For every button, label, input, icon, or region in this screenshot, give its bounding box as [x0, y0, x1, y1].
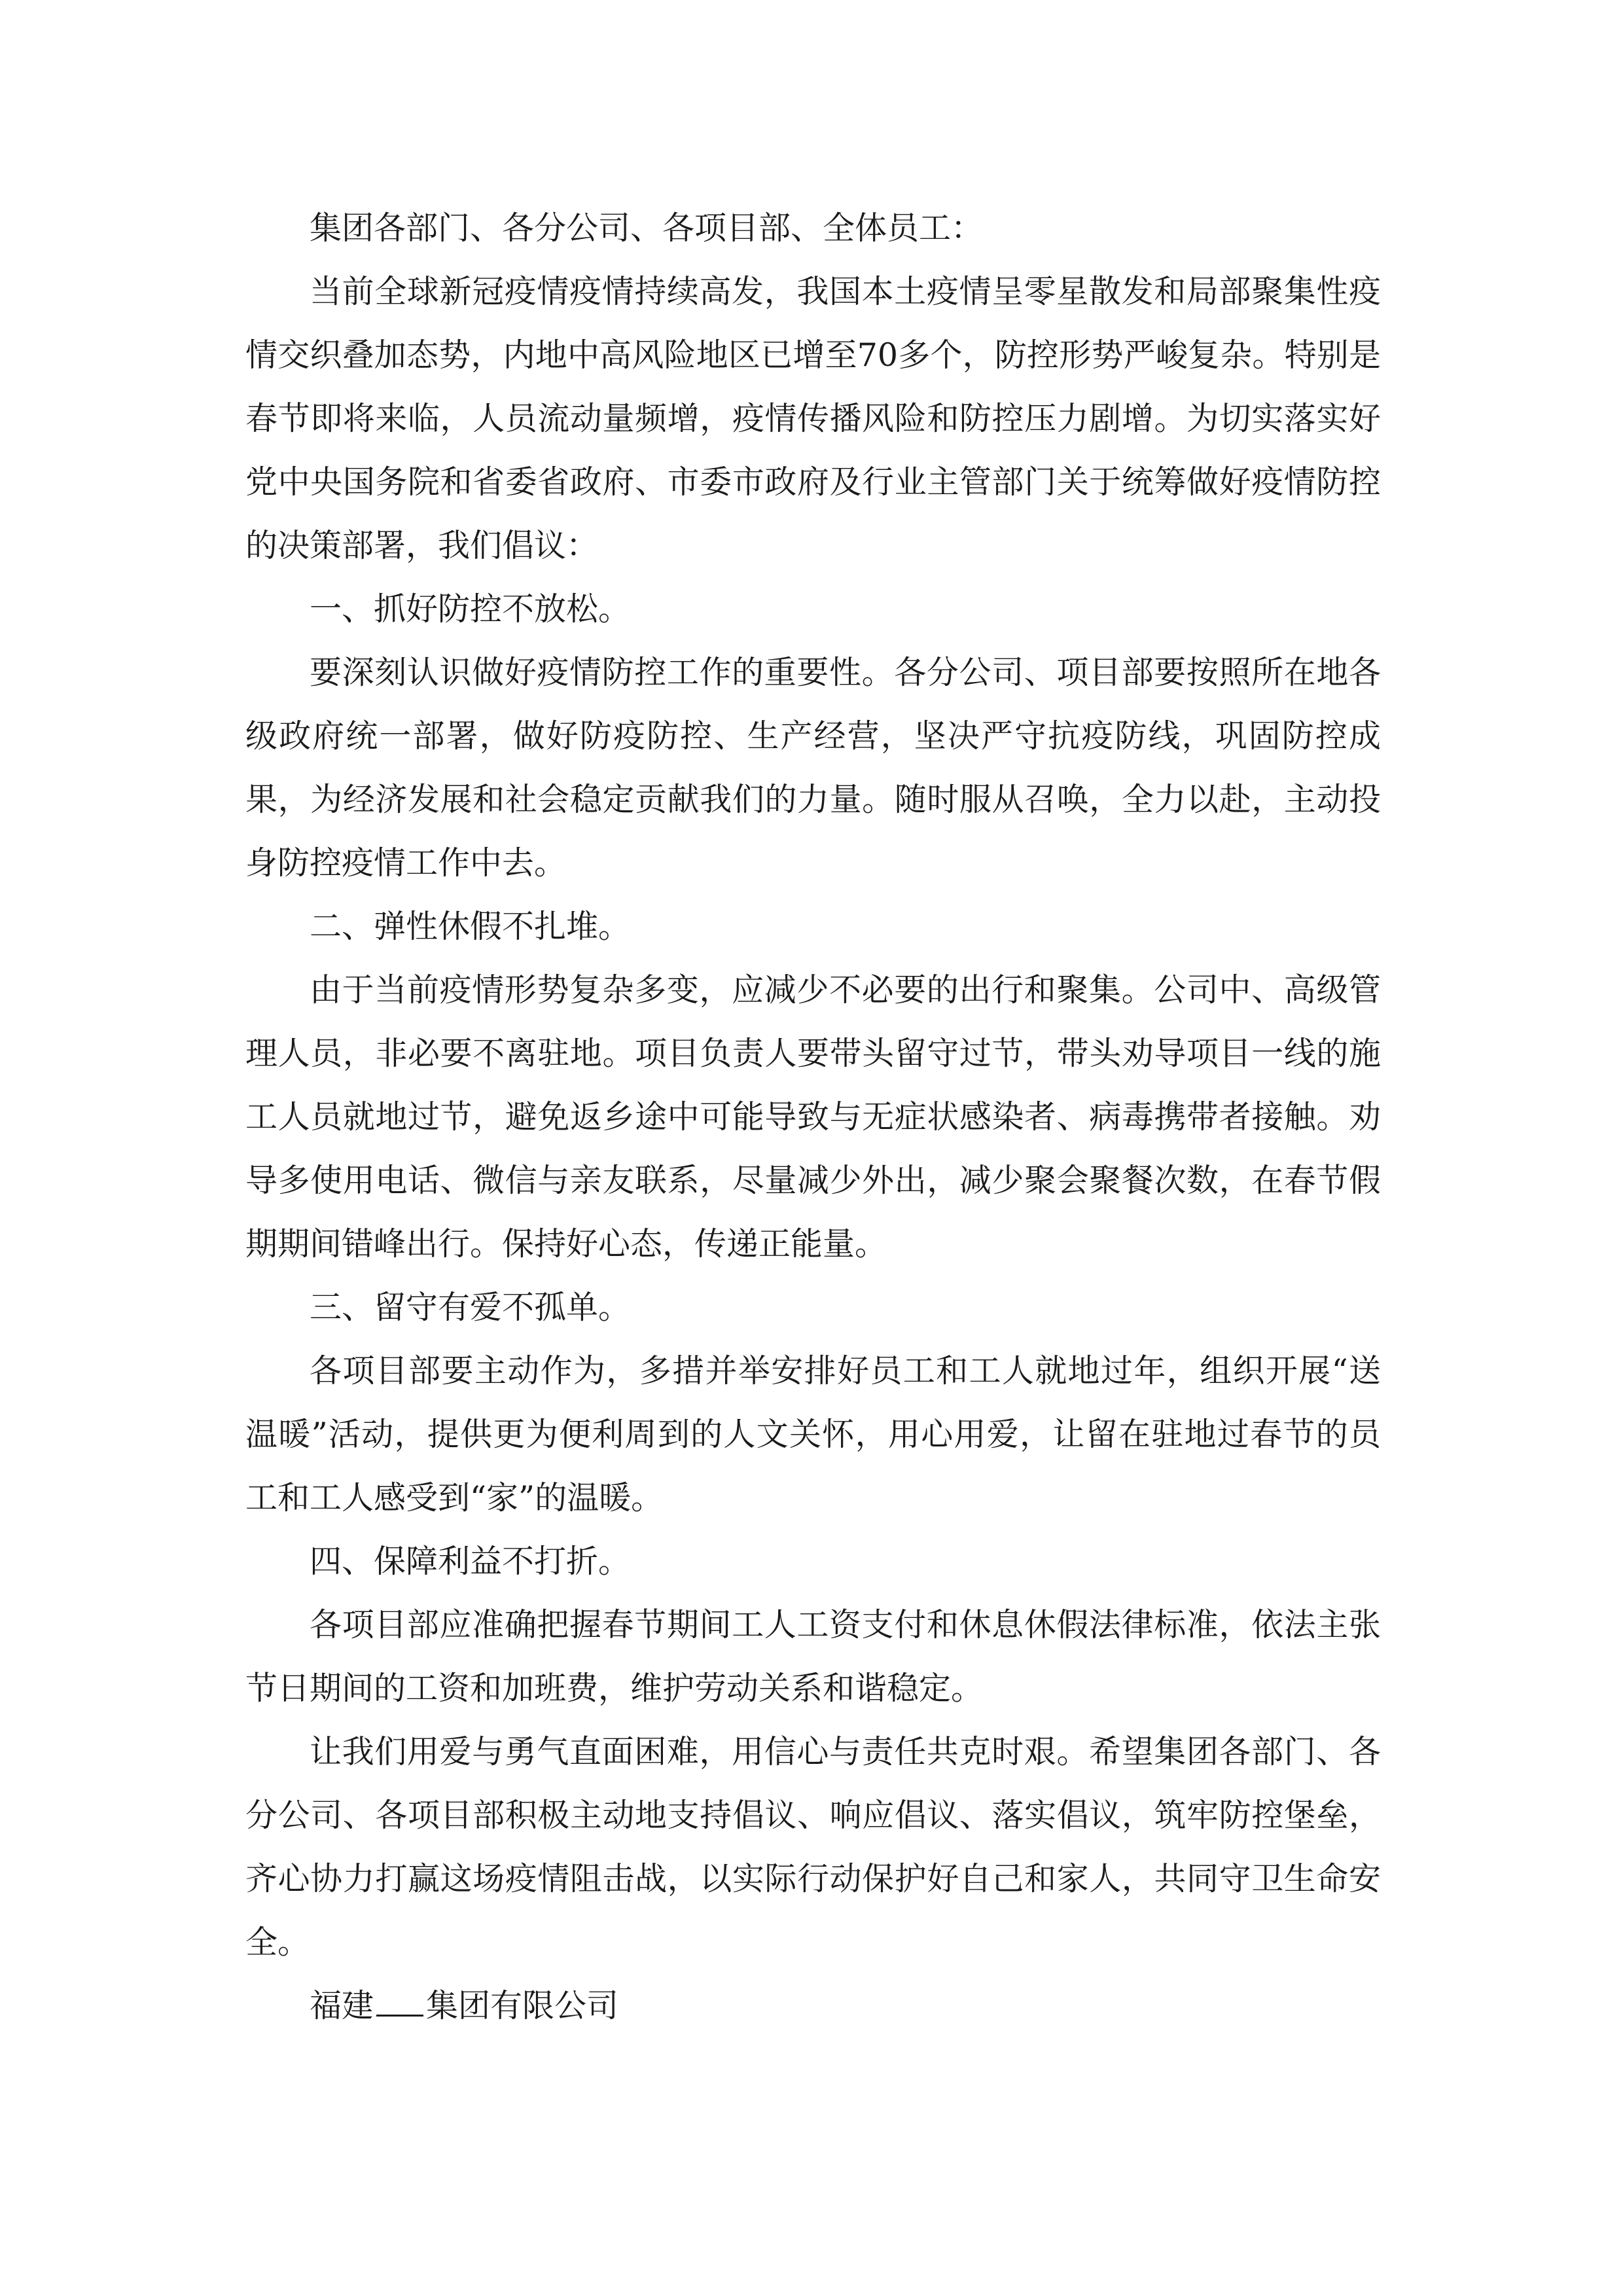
- signature-blank: [376, 1988, 423, 2017]
- section-heading-1: 一、抓好防控不放松。: [310, 590, 631, 628]
- section-body-3: 各项目部要主动作为，多措并举安排好员工和工人就地过年，组织开展“送温暖”活动，提供更为便利周到的人文关怀，用心用爱，让留在驻地过春节的员工和工人感受到“家”的温暖。: [245, 1352, 1381, 1516]
- intro-paragraph: 当前全球新冠疫情疫情持续高发，我国本土疫情呈零星散发和局部聚集性疫情交织叠加态势，内地中高风险地区已增至70多个，防控形势严峻复杂。特别是春节即将来临，人员流动量频增，疫情传播风险和防控压力剧增。为切实落实好党中央国务院和省委省政府、市委市政府及行业主管部门关于统筹做好疫情防控的决策部署，我们倡议：: [245, 273, 1381, 564]
- signature: [245, 1974, 1381, 2037]
- section-heading-3: 三、留守有爱不孤单。: [310, 1289, 631, 1326]
- section-body-4: 各项目部应准确把握春节期间工人工资支付和休息休假法律标准，依法主张节日期间的工资和加班费，维护劳动关系和谐稳定。: [245, 1606, 1381, 1707]
- letter-body: [245, 196, 1381, 2037]
- section-body-1: 要深刻认识做好疫情防控工作的重要性。各分公司、项目部要按照所在地各级政府统一部署，做好防疫防控、生产经营，坚决严守抗疫防线，巩固防控成果，为经济发展和社会稳定贡献我们的力量。随时服从召唤，全力以赴，主动投身防控疫情工作中去。: [245, 654, 1381, 882]
- section-body-2: 由于当前疫情形势复杂多变，应减少不必要的出行和聚集。公司中、高级管理人员，非必要不离驻地。项目负责人要带头留守过节，带头劝导项目一线的施工人员就地过节，避免返乡途中可能导致与无症状感染者、病毒携带者接触。劝导多使用电话、微信与亲友联系，尽量减少外出，减少聚会聚餐次数，在春节假期期间错峰出行。保持好心态，传递正能量。: [245, 971, 1381, 1263]
- signature-prefix: 福建: [310, 1987, 374, 2024]
- section-heading-4: 四、保障利益不打折。: [310, 1543, 631, 1580]
- section-heading-2: 二、弹性休假不扎堆。: [310, 908, 631, 945]
- salutation: 集团各部门、各分公司、各项目部、全体员工：: [310, 209, 984, 247]
- signature-suffix: 集团有限公司: [426, 1987, 619, 2024]
- closing-paragraph: 让我们用爱与勇气直面困难，用信心与责任共克时艰。希望集团各部门、各分公司、各项目部积极主动地支持倡议、响应倡议、落实倡议，筑牢防控堡垒，齐心协力打赢这场疫情阻击战，以实际行动保护好自己和家人，共同守卫生命安全。: [245, 1733, 1381, 1961]
